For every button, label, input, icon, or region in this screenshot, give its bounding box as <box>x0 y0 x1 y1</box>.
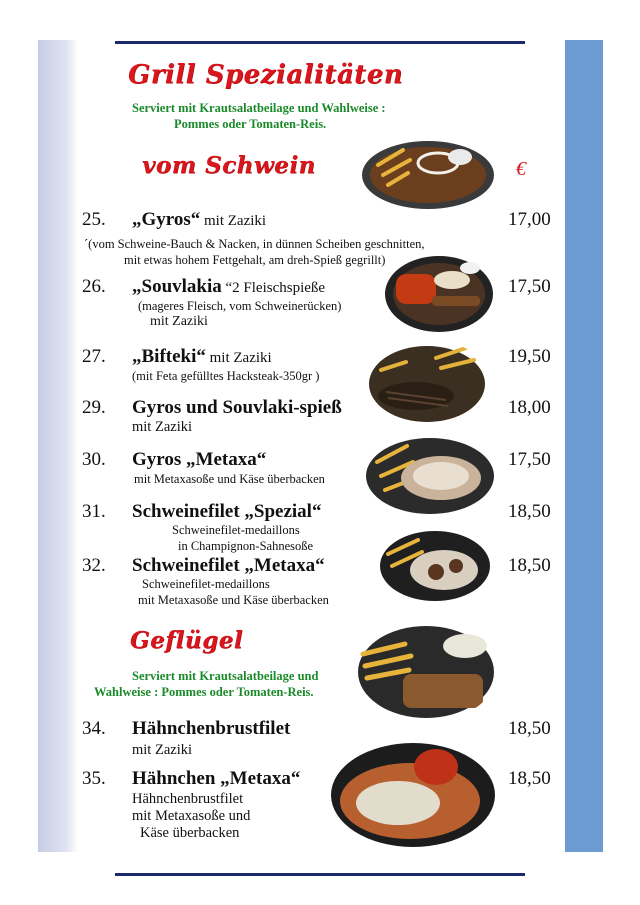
side-dish-note-line2: Pommes oder Tomaten-Reis. <box>174 117 327 131</box>
item-price: 17,50 <box>508 449 551 470</box>
bifteki-plate-image <box>366 340 488 425</box>
item-number: 34. <box>82 718 106 739</box>
item-number: 30. <box>82 449 106 470</box>
item-price: 18,50 <box>508 768 551 789</box>
item-name: Gyros „Metaxa“ <box>132 449 267 470</box>
currency-symbol: € <box>516 158 526 180</box>
item-name: „Gyros“ mit Zaziki <box>132 209 267 230</box>
item-desc-line: mit Metaxasoße und Käse überbacken <box>138 593 329 607</box>
poultry-title: Geflügel <box>130 627 244 654</box>
item-price: 19,50 <box>508 346 551 367</box>
item-name: Hähnchen „Metaxa“ <box>132 768 301 789</box>
souvlakia-plate-image <box>382 250 497 335</box>
gyros-plate-image <box>358 135 498 210</box>
item-desc-line: (mageres Fleisch, vom Schweinerücken) <box>138 299 342 313</box>
item-price: 18,50 <box>508 718 551 739</box>
chicken-metaxa-plate-image <box>328 737 498 849</box>
item-name: Gyros und Souvlaki-spieß <box>132 397 342 418</box>
item-name: „Souvlakia “2 Fleischspieße <box>132 276 326 297</box>
pork-subtitle: vom Schwein <box>142 152 316 179</box>
item-desc-line: Schweinefilet-medaillons <box>172 523 300 537</box>
item-desc-line: Schweinefilet-medaillons <box>142 577 270 591</box>
item-desc-line: (mit Feta gefülltes Hacksteak-350gr ) <box>132 369 320 383</box>
item-desc-line: Käse überbacken <box>140 825 240 841</box>
item-number: 31. <box>82 501 106 522</box>
item-number: 25. <box>82 209 106 230</box>
item-price: 17,00 <box>508 209 551 230</box>
side-dish-note-line1: Serviert mit Krautsalatbeilage und Wahlweise : <box>132 101 386 115</box>
item-name: Schweinefilet „Spezial“ <box>132 501 322 522</box>
item-name: Hähnchenbrustfilet <box>132 718 291 739</box>
item-number: 32. <box>82 555 106 576</box>
poultry-note-line2: Wahlweise : Pommes oder Tomaten-Reis. <box>94 685 314 699</box>
top-rule <box>115 41 525 44</box>
item-number: 26. <box>82 276 106 297</box>
gyros-metaxa-plate-image <box>363 432 498 517</box>
item-desc-line: mit Zaziki <box>150 314 208 329</box>
item-number: 29. <box>82 397 106 418</box>
item-price: 18,50 <box>508 555 551 576</box>
item-desc-line: ´(vom Schweine-Bauch & Nacken, in dünnen Scheiben geschnitten, <box>84 237 425 251</box>
item-desc-line: in Champignon-Sahnesoße <box>178 539 314 553</box>
right-decor-stripe <box>565 40 603 852</box>
item-number: 27. <box>82 346 106 367</box>
item-price: 18,50 <box>508 501 551 522</box>
chicken-plate-image <box>355 620 498 720</box>
item-name: Schweinefilet „Metaxa“ <box>132 555 325 576</box>
item-desc-line: Hähnchenbrustfilet <box>132 791 244 807</box>
item-number: 35. <box>82 768 106 789</box>
left-decor-stripe <box>38 40 78 852</box>
poultry-note-line1: Serviert mit Krautsalatbeilage und <box>132 669 319 683</box>
item-name: „Bifteki“ mit Zaziki <box>132 346 272 367</box>
item-price: 18,00 <box>508 397 551 418</box>
schweinefilet-metaxa-plate-image <box>378 528 493 603</box>
bottom-rule <box>115 873 525 876</box>
item-desc-line: mit Zaziki <box>132 419 192 435</box>
section-title: Grill Spezialitäten <box>128 60 404 90</box>
item-desc-line: mit Metaxasoße und Käse überbacken <box>134 472 325 486</box>
item-desc-line: mit etwas hohem Fettgehalt, am dreh-Spieß gegrillt) <box>124 253 386 267</box>
item-desc-line: mit Metaxasoße und <box>132 808 251 824</box>
item-desc-line: mit Zaziki <box>132 742 192 758</box>
item-price: 17,50 <box>508 276 551 297</box>
